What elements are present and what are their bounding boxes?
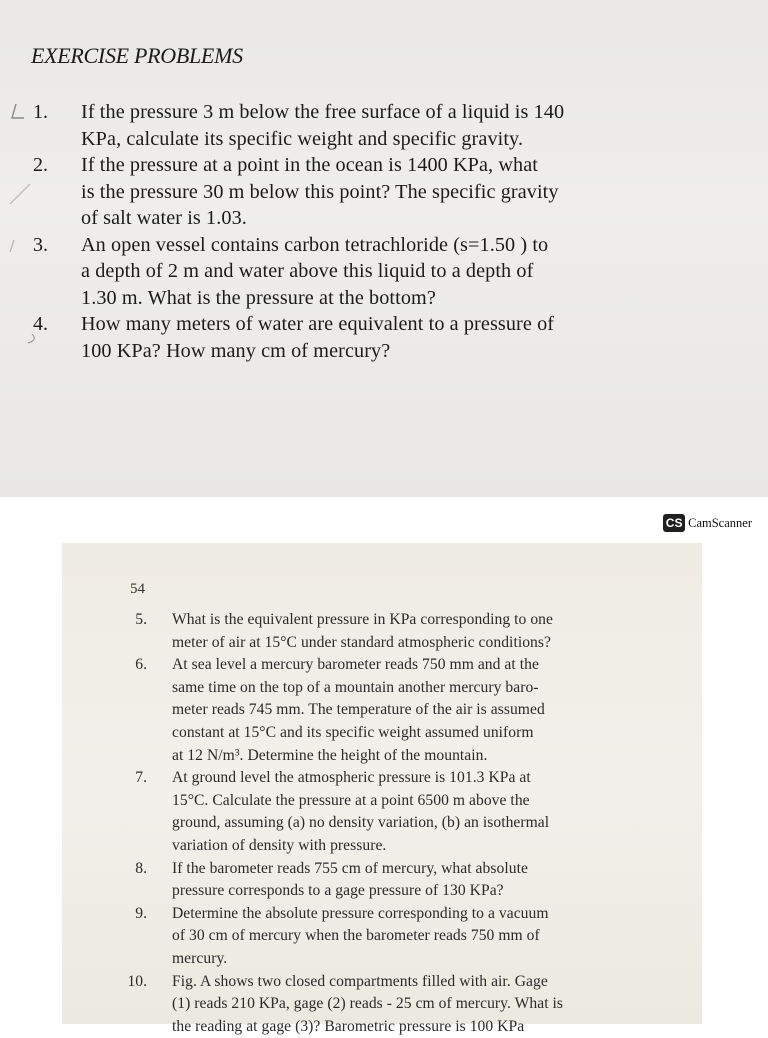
- problem-line: KPa, calculate its specific weight and specific gravity.: [81, 126, 681, 153]
- problem-number: 1.: [33, 99, 48, 126]
- textbook-page-photo: [62, 543, 702, 1024]
- problem-line: If the pressure at a point in the ocean is 1400 KPa, what: [81, 152, 681, 179]
- problem-1: [0, 99, 768, 152]
- problem-2: [0, 152, 768, 232]
- problem-line: mercury.: [172, 948, 652, 971]
- camscanner-logo-icon: CS: [663, 514, 685, 532]
- problem-line: Fig. A shows two closed compartments filled with air. Gage: [172, 971, 652, 994]
- problem-line: meter reads 745 mm. The temperature of the air is assumed: [172, 699, 652, 722]
- page-number: 54: [130, 581, 145, 598]
- problem-line: meter of air at 15°C under standard atmospheric conditions?: [172, 632, 652, 655]
- problem-number: 9.: [135, 903, 147, 926]
- problem-line: the reading at gage (3)? Barometric pressure is 100 KPa: [172, 1016, 652, 1038]
- problem-number: 10.: [128, 971, 148, 994]
- problem-line: ground, assuming (a) no density variation, (b) an isothermal: [172, 812, 652, 835]
- camscanner-label: CamScanner: [688, 516, 752, 531]
- problem-9: [62, 903, 702, 971]
- problem-line: 100 KPa? How many cm of mercury?: [81, 338, 681, 365]
- problem-number: 7.: [135, 767, 147, 790]
- problem-line: a depth of 2 m and water above this liquid to a depth of: [81, 258, 681, 285]
- problem-line: pressure corresponds to a gage pressure of 130 KPa?: [172, 880, 652, 903]
- problem-line: at 12 N/m³. Determine the height of the mountain.: [172, 745, 652, 768]
- problem-line: is the pressure 30 m below this point? The specific gravity: [81, 179, 681, 206]
- problem-line: 15°C. Calculate the pressure at a point 6500 m above the: [172, 790, 652, 813]
- problem-line: At sea level a mercury barometer reads 750 mm and at the: [172, 654, 652, 677]
- problem-number: 3.: [33, 232, 48, 259]
- problem-line: What is the equivalent pressure in KPa corresponding to one: [172, 609, 652, 632]
- problem-number: 5.: [135, 609, 147, 632]
- problem-line: variation of density with pressure.: [172, 835, 652, 858]
- problem-list-2: [62, 609, 702, 1038]
- problem-line: If the pressure 3 m below the free surface of a liquid is 140: [81, 99, 681, 126]
- problem-4: [0, 311, 768, 364]
- problem-line: How many meters of water are equivalent to a pressure of: [81, 311, 681, 338]
- problem-line: of 30 cm of mercury when the barometer reads 750 mm of: [172, 925, 652, 948]
- problem-line: If the barometer reads 755 cm of mercury, what absolute: [172, 858, 652, 881]
- problem-line: (1) reads 210 KPa, gage (2) reads - 25 cm of mercury. What is: [172, 993, 652, 1016]
- problem-8: [62, 858, 702, 903]
- page-heading: EXERCISE PROBLEMS: [31, 43, 243, 69]
- problem-10: [62, 971, 702, 1038]
- problem-line: Determine the absolute pressure corresponding to a vacuum: [172, 903, 652, 926]
- problem-line: 1.30 m. What is the pressure at the bottom?: [81, 285, 681, 312]
- exercise-page-photo: [0, 0, 768, 497]
- problem-line: same time on the top of a mountain another mercury baro-: [172, 677, 652, 700]
- camscanner-watermark: [663, 514, 752, 532]
- problem-line: constant at 15°C and its specific weight assumed uniform: [172, 722, 652, 745]
- problem-number: 6.: [135, 654, 147, 677]
- problem-line: At ground level the atmospheric pressure is 101.3 KPa at: [172, 767, 652, 790]
- problem-number: 8.: [135, 858, 147, 881]
- problem-7: [62, 767, 702, 857]
- problem-5: [62, 609, 702, 654]
- problem-number: 4.: [33, 311, 48, 338]
- problem-line: of salt water is 1.03.: [81, 205, 681, 232]
- problem-3: [0, 232, 768, 312]
- problem-6: [62, 654, 702, 767]
- problem-number: 2.: [33, 152, 48, 179]
- problem-list-1: [0, 99, 768, 364]
- problem-line: An open vessel contains carbon tetrachloride (s=1.50 ) to: [81, 232, 681, 259]
